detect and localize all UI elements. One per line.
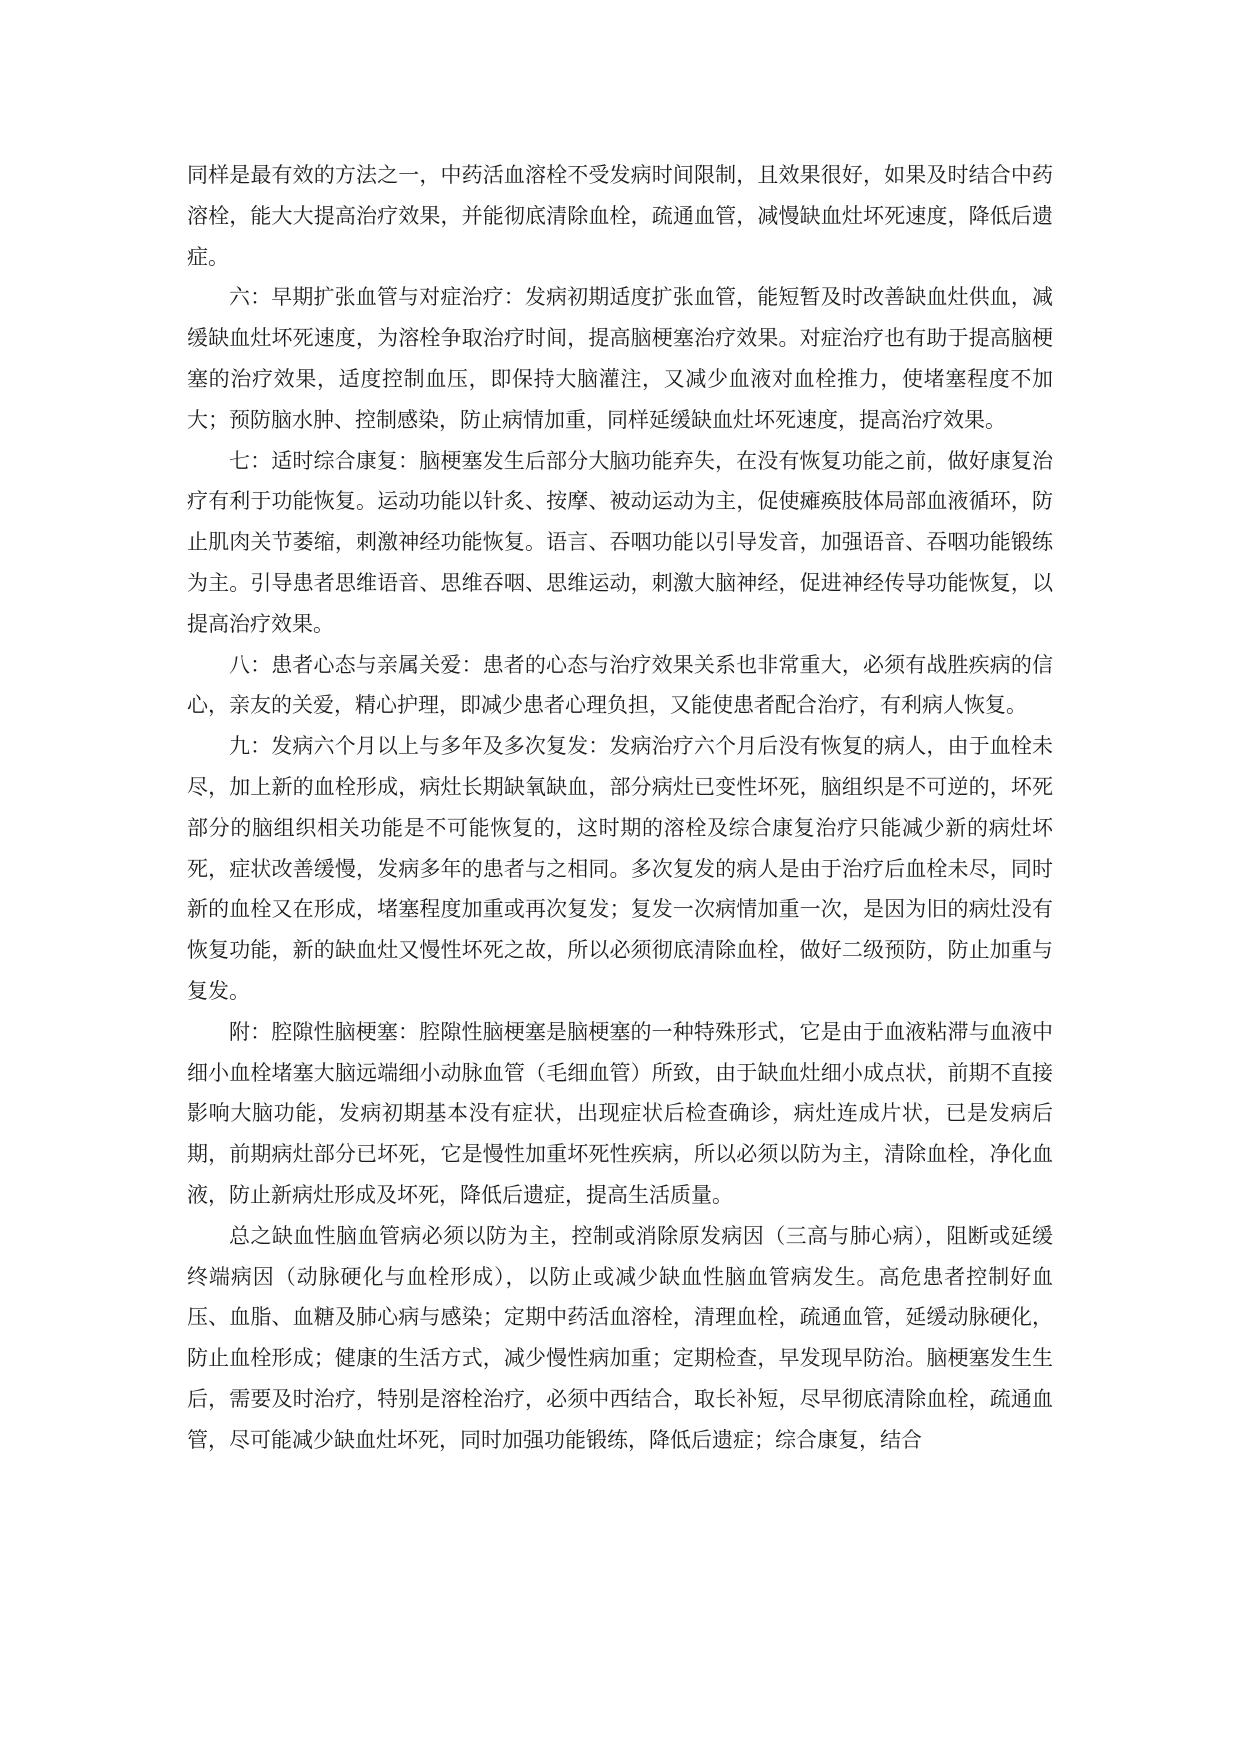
document-body [187, 155, 1053, 1461]
paragraph-appendix: 附：腔隙性脑梗塞：腔隙性脑梗塞是脑梗塞的一种特殊形式，它是由于血液粘滞与血液中细小血栓堵塞大脑远端细小动脉血管（毛细血管）所致，由于缺血灶细小成点状，前期不直接影响大脑功能，发病初期基本没有症状，出现症状后检查确诊，病灶连成片状，已是发病后期，前期病灶部分已坏死，它是慢性加重坏死性疾病，所以必须以防为主，清除血栓，净化血液，防止新病灶形成及坏死，降低后遗症，提高生活质量。 [187, 1019, 1053, 1207]
paragraph-section-7: 七：适时综合康复：脑梗塞发生后部分大脑功能弃失，在没有恢复功能之前，做好康复治疗有利于功能恢复。运动功能以针炙、按摩、被动运动为主，促使瘫痪肢体局部血液循环，防止肌肉关节萎缩，刺激神经功能恢复。语言、吞咽功能以引导发音，加强语音、吞咽功能锻练为主。引导患者思维语音、思维吞咽、思维运动，刺激大脑神经，促进神经传导功能恢复，以提高治疗效果。 [187, 448, 1053, 636]
paragraph-continuation: 同样是最有效的方法之一，中药活血溶栓不受发病时间限制，且效果很好，如果及时结合中药溶栓，能大大提高治疗效果，并能彻底清除血栓，疏通血管，减慢缺血灶坏死速度，降低后遗症。 [187, 163, 1053, 269]
paragraph-section-9: 九：发病六个月以上与多年及多次复发：发病治疗六个月后没有恢复的病人，由于血栓未尽，加上新的血栓形成，病灶长期缺氧缺血，部分病灶已变性坏死，脑组织是不可逆的，坏死部分的脑组织相关功能是不可能恢复的，这时期的溶栓及综合康复治疗只能减少新的病灶坏死，症状改善缓慢，发病多年的患者与之相同。多次复发的病人是由于治疗后血栓未尽，同时新的血栓又在形成，堵塞程度加重或再次复发；复发一次病情加重一次，是因为旧的病灶没有恢复功能，新的缺血灶又慢性坏死之故，所以必须彻底清除血栓，做好二级预防，防止加重与复发。 [187, 734, 1053, 1003]
paragraph-section-8: 八：患者心态与亲属关爱：患者的心态与治疗效果关系也非常重大，必须有战胜疾病的信心，亲友的关爱，精心护理，即减少患者心理负担，又能使患者配合治疗，有利病人恢复。 [187, 652, 1053, 718]
paragraph-section-6: 六：早期扩张血管与对症治疗：发病初期适度扩张血管，能短暂及时改善缺血灶供血，减缓缺血灶坏死速度，为溶栓争取治疗时间，提高脑梗塞治疗效果。对症治疗也有助于提高脑梗塞的治疗效果，适度控制血压，即保持大脑灌注，又减少血液对血栓推力，使堵塞程度不加大；预防脑水肿、控制感染，防止病情加重，同样延缓缺血灶坏死速度，提高治疗效果。 [187, 285, 1053, 432]
paragraph-summary: 总之缺血性脑血管病必须以防为主，控制或消除原发病因（三高与肺心病），阻断或延缓终端病因（动脉硬化与血栓形成），以防止或减少缺血性脑血管病发生。高危患者控制好血压、血脂、血糖及肺心病与感染；定期中药活血溶栓，清理血栓，疏通血管，延缓动脉硬化，防止血栓形成；健康的生活方式，减少慢性病加重；定期检查，早发现早防治。脑梗塞发生生后，需要及时治疗，特别是溶栓治疗，必须中西结合，取长补短，尽早彻底清除血栓，疏通血管，尽可能减少缺血灶坏死，同时加强功能锻练，降低后遗症；综合康复，结合 [187, 1223, 1053, 1452]
